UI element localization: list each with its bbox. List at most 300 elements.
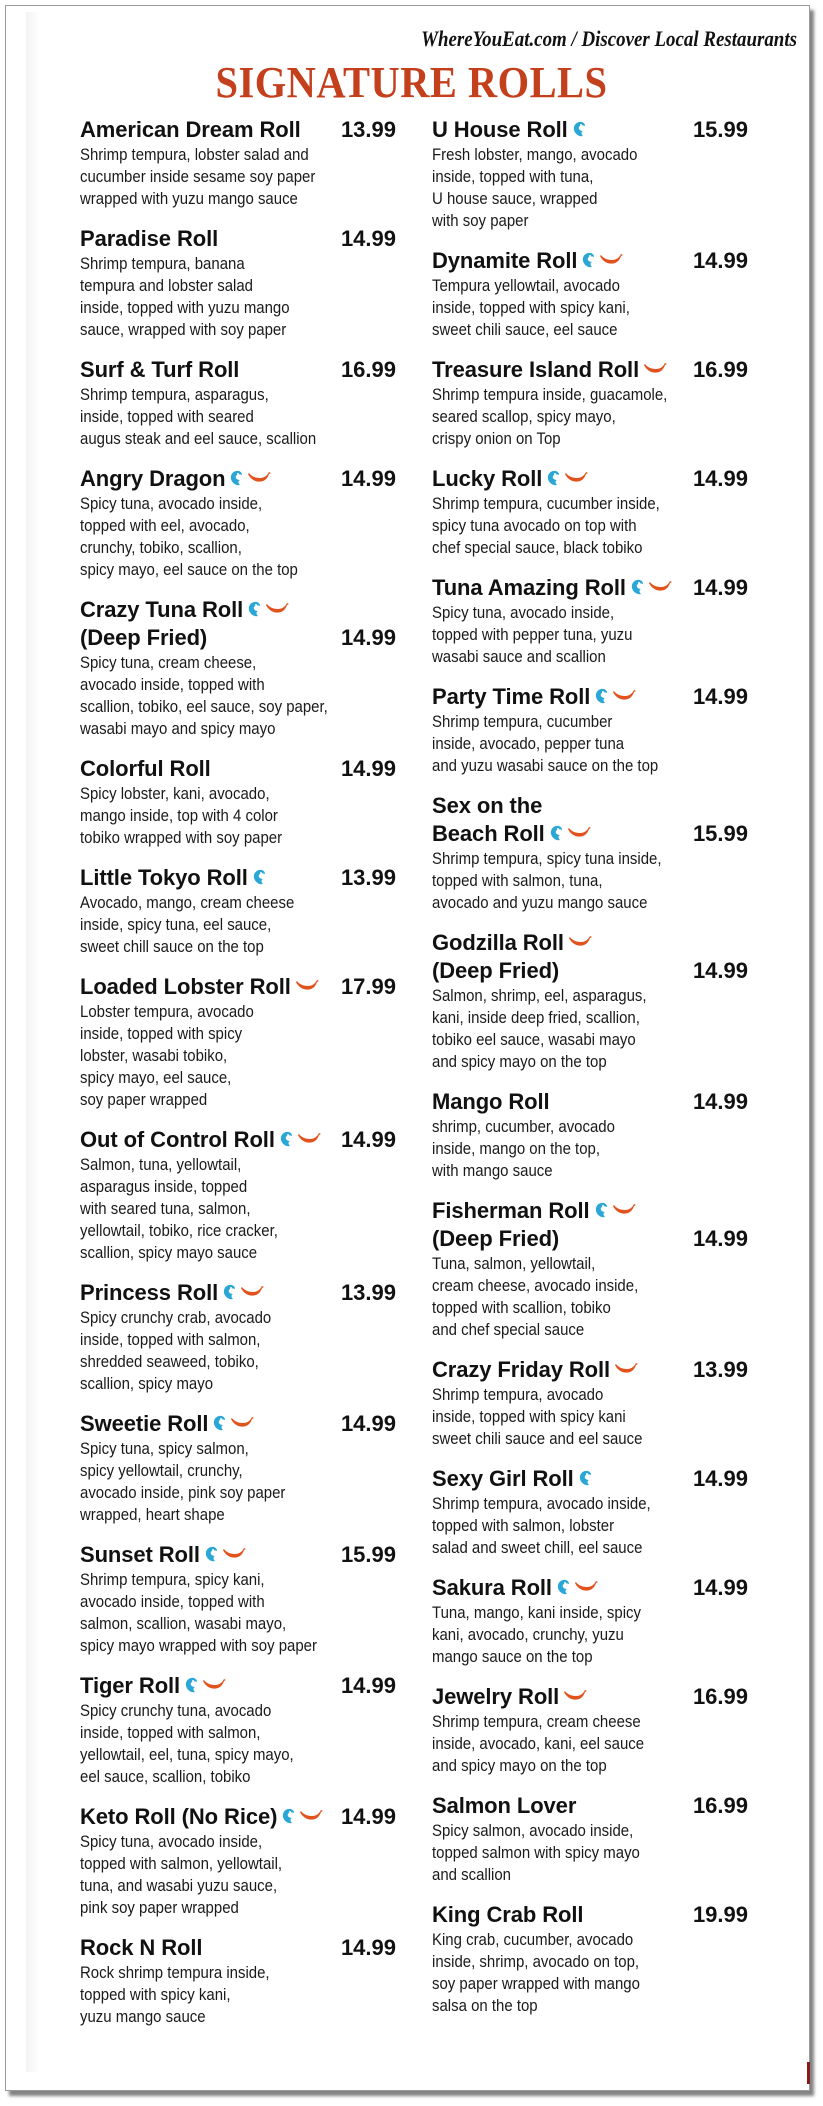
- menu-item-description-line: Shrimp tempura, avocado inside,: [432, 1494, 651, 1513]
- menu-item-description: [80, 652, 358, 740]
- chili-pepper-icon: [612, 1203, 636, 1217]
- menu-item-name-text: Sex on the: [432, 793, 543, 818]
- chili-pepper-icon: [612, 689, 636, 703]
- menu-item-header: [80, 596, 396, 652]
- chili-pepper-icon: [614, 1362, 638, 1376]
- menu-item-header: [80, 465, 396, 493]
- menu-item-description: [432, 384, 710, 450]
- menu-item-description: [80, 1962, 358, 2028]
- menu-item-name-text: Colorful Roll: [80, 756, 211, 781]
- menu-item-description: [432, 1493, 710, 1559]
- menu-item-description-line: seared scallop, spicy mayo,: [432, 407, 616, 426]
- menu-item-description-line: shredded seaweed, tobiko,: [80, 1352, 259, 1371]
- menu-item-header: [432, 1088, 748, 1116]
- menu-item: [432, 929, 748, 1073]
- menu-item-header: [432, 1901, 748, 1929]
- menu-item-description-line: yellowtail, eel, tuna, spicy mayo,: [80, 1745, 294, 1764]
- menu-item-description: [80, 892, 358, 958]
- menu-item-description-line: scallion, spicy mayo sauce: [80, 1243, 258, 1262]
- menu-item-description-line: Spicy tuna, spicy salmon,: [80, 1439, 249, 1458]
- menu-item-description-line: Avocado, mango, cream cheese: [80, 893, 295, 912]
- menu-item-description-line: inside, avocado, pepper tuna: [432, 734, 625, 753]
- shrimp-icon: [594, 1201, 608, 1219]
- menu-item-name-line: [80, 596, 396, 624]
- menu-item-description-line: augus steak and eel sauce, scallion: [80, 429, 317, 448]
- menu-item-description-line: Shrimp tempura, asparagus,: [80, 385, 269, 404]
- menu-item-description-line: and yuzu wasabi sauce on the top: [432, 756, 659, 775]
- shrimp-icon: [204, 1545, 218, 1563]
- menu-item-description: [432, 1711, 710, 1777]
- menu-item-description-line: topped with eel, avocado,: [80, 516, 250, 535]
- menu-item-name-text: Surf & Turf Roll: [80, 357, 240, 382]
- menu-item: [80, 973, 396, 1111]
- menu-item-description-line: Salmon, shrimp, eel, asparagus,: [432, 986, 647, 1005]
- shrimp-icon: [594, 687, 608, 705]
- menu-item-description-line: Shrimp tempura, banana: [80, 254, 245, 273]
- menu-item-name-text: Sakura Roll: [432, 1575, 552, 1600]
- menu-item-description: [432, 144, 710, 232]
- menu-item-description-line: soy paper wrapped with mango: [432, 1974, 640, 1993]
- menu-item: [432, 1465, 748, 1559]
- menu-item-price: 14.99: [340, 1127, 396, 1152]
- menu-item-header: [80, 1410, 396, 1438]
- menu-item-description-line: topped with scallion, tobiko: [432, 1298, 611, 1317]
- menu-item: [432, 1356, 748, 1450]
- shrimp-icon: [630, 578, 644, 596]
- menu-item-name-text: Beach Roll: [432, 821, 545, 846]
- menu-item-description-line: cucumber inside sesame soy paper: [80, 167, 316, 186]
- menu-item-description-line: sauce, wrapped with soy paper: [80, 320, 287, 339]
- menu-item-description-line: and spicy mayo on the top: [432, 1052, 607, 1071]
- menu-item-description-line: Shrimp tempura, cucumber: [432, 712, 613, 731]
- shrimp-icon: [572, 120, 586, 138]
- menu-item-description-line: spicy mayo wrapped with soy paper: [80, 1636, 317, 1655]
- menu-item-name-line: [432, 792, 748, 820]
- menu-item-description-line: lobster, wasabi tobiko,: [80, 1046, 228, 1065]
- menu-item-description-line: spicy mayo, eel sauce,: [80, 1068, 232, 1087]
- menu-item: [80, 225, 396, 341]
- menu-item: [432, 683, 748, 777]
- menu-item-description-line: Shrimp tempura inside, guacamole,: [432, 385, 668, 404]
- shrimp-icon: [247, 600, 261, 618]
- menu-item: [432, 356, 748, 450]
- menu-item-description-line: shrimp, cucumber, avocado: [432, 1117, 615, 1136]
- menu-item-name-text: (Deep Fried): [80, 625, 208, 650]
- menu-item-description: [432, 602, 710, 668]
- menu-item-name-text: (Deep Fried): [432, 958, 560, 983]
- menu-item-description-line: Fresh lobster, mango, avocado: [432, 145, 638, 164]
- shrimp-icon: [578, 1469, 592, 1487]
- menu-item-description-line: Lobster tempura, avocado: [80, 1002, 254, 1021]
- menu-item-description-line: with soy paper: [432, 211, 529, 230]
- menu-item-price: 14.99: [692, 1466, 748, 1491]
- menu-item-description-line: Spicy salmon, avocado inside,: [432, 1821, 634, 1840]
- menu-item: [80, 1126, 396, 1264]
- menu-item-name-text: Sexy Girl Roll: [432, 1466, 574, 1491]
- menu-item-price: 14.99: [692, 684, 748, 709]
- menu-item-name-text: American Dream Roll: [80, 117, 301, 142]
- menu-item: [80, 1279, 396, 1395]
- chili-pepper-icon: [202, 1678, 226, 1692]
- menu-item-description-line: Salmon, tuna, yellowtail,: [80, 1155, 242, 1174]
- menu-item-description-line: salsa on the top: [432, 1996, 538, 2015]
- menu-item-description-line: yellowtail, tobiko, rice cracker,: [80, 1221, 278, 1240]
- menu-item-name-text: Fisherman Roll: [432, 1198, 590, 1223]
- menu-item: [432, 247, 748, 341]
- menu-item-description-line: inside, topped with seared: [80, 407, 254, 426]
- menu-item-header: [80, 864, 396, 892]
- menu-item: [432, 1574, 748, 1668]
- menu-item-price: 13.99: [692, 1357, 748, 1382]
- menu-item-description-line: Tempura yellowtail, avocado: [432, 276, 620, 295]
- menu-item-header: [80, 1126, 396, 1154]
- menu-item-description-line: Spicy tuna, cream cheese,: [80, 653, 257, 672]
- menu-item: [432, 1792, 748, 1886]
- shrimp-icon: [252, 868, 266, 886]
- menu-item-name-text: Godzilla Roll: [432, 930, 564, 955]
- menu-item-description: [80, 144, 358, 210]
- menu-item-name-text: Rock N Roll: [80, 1935, 203, 1960]
- menu-item-price: 14.99: [692, 466, 748, 491]
- menu-item-description-line: Spicy tuna, avocado inside,: [80, 1832, 263, 1851]
- menu-item-name-text: Mango Roll: [432, 1089, 550, 1114]
- menu-item-description-line: soy paper wrapped: [80, 1090, 208, 1109]
- menu-item-description-line: Spicy crunchy crab, avocado: [80, 1308, 272, 1327]
- menu-item-header: [432, 792, 748, 848]
- chili-pepper-icon: [295, 979, 319, 993]
- menu-item-description: [432, 1253, 710, 1341]
- menu-item-name-text: Angry Dragon: [80, 466, 226, 491]
- menu-item-price: 17.99: [340, 974, 396, 999]
- menu-item-name-text: Jewelry Roll: [432, 1684, 560, 1709]
- menu-item-price: 14.99: [692, 1089, 748, 1114]
- menu-item-price: 14.99: [340, 625, 396, 650]
- menu-item-name-line: [432, 1197, 748, 1225]
- menu-item-description-line: tempura and lobster salad: [80, 276, 253, 295]
- chili-pepper-icon: [599, 253, 623, 267]
- page-title: SIGNATURE ROLLS: [215, 58, 608, 107]
- menu-item-price: 14.99: [692, 1226, 748, 1251]
- chili-pepper-icon: [265, 602, 289, 616]
- menu-item-price: 15.99: [692, 821, 748, 846]
- menu-item: [80, 1803, 396, 1919]
- menu-item-header: [432, 1792, 748, 1820]
- menu-item: [432, 465, 748, 559]
- menu-item-description-line: avocado and yuzu mango sauce: [432, 893, 648, 912]
- menu-item-header: [80, 1279, 396, 1307]
- menu-item-description-line: and chef special sauce: [432, 1320, 585, 1339]
- menu-item-description-line: U house sauce, wrapped: [432, 189, 598, 208]
- menu-item-price: 14.99: [692, 575, 748, 600]
- shrimp-icon: [184, 1676, 198, 1694]
- menu-item-description-line: inside, topped with salmon,: [80, 1330, 261, 1349]
- menu-item-description-line: topped with salmon, yellowtail,: [80, 1854, 283, 1873]
- menu-item-description-line: Spicy lobster, kani, avocado,: [80, 784, 270, 803]
- menu-item-description: [80, 253, 358, 341]
- menu-item-description: [80, 1154, 358, 1264]
- menu-item-price: 13.99: [340, 865, 396, 890]
- menu-item-description-line: inside, spicy tuna, eel sauce,: [80, 915, 272, 934]
- chili-pepper-icon: [648, 580, 672, 594]
- menu-item-description-line: inside, topped with spicy kani: [432, 1407, 626, 1426]
- menu-column-right: [432, 116, 748, 2032]
- menu-item-price: 16.99: [692, 357, 748, 382]
- menu-item-description-line: spicy yellowtail, crunchy,: [80, 1461, 243, 1480]
- menu-item-description: [432, 493, 710, 559]
- menu-item-header: [432, 1197, 748, 1253]
- menu-item-description-line: King crab, cucumber, avocado: [432, 1930, 634, 1949]
- menu-item-header: [432, 1683, 748, 1711]
- menu-item-description-line: Shrimp tempura, avocado: [432, 1385, 604, 1404]
- menu-item-name-text: Princess Roll: [80, 1280, 219, 1305]
- menu-item-description-line: kani, inside deep fried, scallion,: [432, 1008, 640, 1027]
- menu-item-price: 14.99: [340, 1673, 396, 1698]
- menu-item-header: [80, 1934, 396, 1962]
- menu-item-description-line: Shrimp tempura, spicy tuna inside,: [432, 849, 662, 868]
- menu-item-description-line: cream cheese, avocado inside,: [432, 1276, 639, 1295]
- menu-item-description: [432, 1602, 710, 1668]
- menu-item-description-line: and spicy mayo on the top: [432, 1756, 607, 1775]
- shrimp-icon: [581, 251, 595, 269]
- menu-item-header: [432, 683, 748, 711]
- menu-item-name-text: (Deep Fried): [432, 1226, 560, 1251]
- menu-item-price: 15.99: [340, 1542, 396, 1567]
- menu-item-description: [432, 1384, 710, 1450]
- menu-item: [432, 1683, 748, 1777]
- menu-item-description-line: Spicy crunchy tuna, avocado: [80, 1701, 272, 1720]
- menu-item: [80, 1410, 396, 1526]
- menu-item-name-text: Treasure Island Roll: [432, 357, 640, 382]
- menu-item-price: 16.99: [692, 1793, 748, 1818]
- menu-item-name-text: Tiger Roll: [80, 1673, 181, 1698]
- menu-item-name-text: Salmon Lover: [432, 1793, 577, 1818]
- menu-item-description-line: eel sauce, scallion, tobiko: [80, 1767, 251, 1786]
- menu-item-description-line: avocado inside, pink soy paper: [80, 1483, 286, 1502]
- menu-column-left: [80, 116, 396, 2043]
- menu-item-header: [432, 574, 748, 602]
- menu-item-description-line: Shrimp tempura, lobster salad and: [80, 145, 309, 164]
- menu-item-description-line: inside, topped with spicy: [80, 1024, 243, 1043]
- menu-item-description-line: Spicy tuna, avocado inside,: [432, 603, 615, 622]
- menu-item-description-line: pink soy paper wrapped: [80, 1898, 239, 1917]
- menu-item-name-text: King Crab Roll: [432, 1902, 584, 1927]
- shrimp-icon: [546, 469, 560, 487]
- chili-pepper-icon: [563, 1689, 587, 1703]
- menu-item-name-text: Crazy Friday Roll: [432, 1357, 611, 1382]
- menu-item-description-line: mango inside, top with 4 color: [80, 806, 278, 825]
- menu-item: [432, 1197, 748, 1341]
- menu-item-name-text: Paradise Roll: [80, 226, 219, 251]
- menu-item-header: [432, 465, 748, 493]
- menu-item-description-line: Spicy tuna, avocado inside,: [80, 494, 263, 513]
- shrimp-icon: [229, 469, 243, 487]
- menu-item-description: [80, 384, 358, 450]
- menu-item: [432, 1901, 748, 2017]
- menu-item-description-line: inside, topped with spicy kani,: [432, 298, 630, 317]
- menu-item-price: 14.99: [340, 226, 396, 251]
- menu-item-description-line: salad and sweet chill, eel sauce: [432, 1538, 643, 1557]
- menu-item-description-line: wasabi sauce and scallion: [432, 647, 606, 666]
- menu-item-header: [432, 929, 748, 985]
- menu-item-name-text: Lucky Roll: [432, 466, 543, 491]
- menu-item-description: [432, 1929, 710, 2017]
- menu-item-description: [80, 1569, 358, 1657]
- menu-item-description-line: inside, topped with tuna,: [432, 167, 594, 186]
- menu-item-header: [432, 116, 748, 144]
- menu-item-description: [432, 711, 710, 777]
- menu-item-price: 14.99: [340, 1411, 396, 1436]
- page-corner-mark: [807, 2062, 810, 2084]
- menu-item-description-line: Shrimp tempura, spicy kani,: [80, 1570, 265, 1589]
- chili-pepper-icon: [643, 362, 667, 376]
- chili-pepper-icon: [574, 1580, 598, 1594]
- shrimp-icon: [212, 1414, 226, 1432]
- menu-item-description-line: with seared tuna, salmon,: [80, 1199, 251, 1218]
- menu-item-header: [80, 356, 396, 384]
- menu-item-description-line: chef special sauce, black tobiko: [432, 538, 643, 557]
- menu-item-header: [80, 116, 396, 144]
- chili-pepper-icon: [297, 1132, 321, 1146]
- menu-item: [432, 792, 748, 914]
- menu-item-description-line: salmon, scallion, wasabi mayo,: [80, 1614, 287, 1633]
- menu-item-description-line: wrapped, heart shape: [80, 1505, 225, 1524]
- menu-item-header: [432, 356, 748, 384]
- menu-item-name-text: Party Time Roll: [432, 684, 591, 709]
- menu-item: [80, 356, 396, 450]
- menu-item-price: 14.99: [340, 1935, 396, 1960]
- menu-item-description-line: with mango sauce: [432, 1161, 553, 1180]
- menu-item: [80, 116, 396, 210]
- menu-item-description-line: kani, avocado, crunchy, yuzu: [432, 1625, 624, 1644]
- menu-item-header: [80, 973, 396, 1001]
- menu-item-description-line: spicy tuna avocado on top with: [432, 516, 637, 535]
- menu-item: [432, 574, 748, 668]
- menu-item-description-line: yuzu mango sauce: [80, 2007, 206, 2026]
- chili-pepper-icon: [240, 1285, 264, 1299]
- menu-item-description-line: avocado inside, topped with: [80, 675, 265, 694]
- menu-item-name-line: [432, 929, 748, 957]
- menu-item-description-line: topped with spicy kani,: [80, 1985, 231, 2004]
- menu-item-description: [432, 275, 710, 341]
- menu-item-price: 14.99: [340, 756, 396, 781]
- menu-item: [80, 1541, 396, 1657]
- shrimp-icon: [222, 1283, 236, 1301]
- menu-item: [80, 1672, 396, 1788]
- menu-item-header: [432, 1356, 748, 1384]
- menu-item-description: [80, 493, 358, 581]
- menu-item-description-line: and scallion: [432, 1865, 512, 1884]
- menu-item: [80, 465, 396, 581]
- menu-item-description-line: tobiko wrapped with soy paper: [80, 828, 283, 847]
- menu-item-header: [432, 1574, 748, 1602]
- page-shading: [26, 12, 40, 2072]
- menu-item-description-line: Tuna, salmon, yellowtail,: [432, 1254, 596, 1273]
- menu-item-description: [432, 1116, 710, 1182]
- menu-item-name-text: Tuna Amazing Roll: [432, 575, 626, 600]
- chili-pepper-icon: [230, 1416, 254, 1430]
- menu-item-price: 15.99: [692, 117, 748, 142]
- menu-item-description-line: topped with salmon, tuna,: [432, 871, 603, 890]
- menu-item-description: [80, 783, 358, 849]
- menu-item-name-text: Keto Roll (No Rice): [80, 1804, 278, 1829]
- menu-item-description-line: topped salmon with spicy mayo: [432, 1843, 640, 1862]
- menu-item-description-line: Tuna, mango, kani inside, spicy: [432, 1603, 641, 1622]
- menu-item-description-line: inside, mango on the top,: [432, 1139, 601, 1158]
- menu-item-description: [80, 1307, 358, 1395]
- menu-item-description-line: sweet chill sauce on the top: [80, 937, 264, 956]
- shrimp-icon: [556, 1578, 570, 1596]
- menu-item-header: [432, 247, 748, 275]
- menu-item-description-line: wrapped with yuzu mango sauce: [80, 189, 298, 208]
- menu-item-price: 16.99: [692, 1684, 748, 1709]
- menu-item-price: 13.99: [340, 117, 396, 142]
- chili-pepper-icon: [568, 935, 592, 949]
- menu-item-description: [80, 1700, 358, 1788]
- menu-item-description-line: inside, shrimp, avocado on top,: [432, 1952, 640, 1971]
- menu-item-header: [432, 1465, 748, 1493]
- menu-item: [80, 1934, 396, 2028]
- menu-item-description-line: sweet chili sauce, eel sauce: [432, 320, 618, 339]
- menu-item-description-line: crispy onion on Top: [432, 429, 561, 448]
- menu-item-name-text: Crazy Tuna Roll: [80, 597, 244, 622]
- menu-item-description-line: tuna, and wasabi yuzu sauce,: [80, 1876, 278, 1895]
- menu-item: [80, 596, 396, 740]
- site-header: WhereYouEat.com / Discover Local Restaurants: [421, 26, 797, 51]
- menu-item-header: [80, 225, 396, 253]
- menu-item-header: [80, 755, 396, 783]
- menu-item-description-line: topped with salmon, lobster: [432, 1516, 615, 1535]
- menu-item-price: 14.99: [692, 1575, 748, 1600]
- menu-item-name-text: Out of Control Roll: [80, 1127, 275, 1152]
- menu-item-description-line: spicy mayo, eel sauce on the top: [80, 560, 298, 579]
- menu-item-description: [80, 1438, 358, 1526]
- menu-item-description: [80, 1001, 358, 1111]
- chili-pepper-icon: [564, 471, 588, 485]
- menu-item-description-line: tobiko eel sauce, wasabi mayo: [432, 1030, 636, 1049]
- menu-item-name-text: Sunset Roll: [80, 1542, 200, 1567]
- menu-item-price: 14.99: [340, 1804, 396, 1829]
- menu-item-description-line: scallion, spicy mayo: [80, 1374, 214, 1393]
- menu-item-price: 13.99: [340, 1280, 396, 1305]
- menu-item-price: 19.99: [692, 1902, 748, 1927]
- menu-item-description: [432, 1820, 710, 1886]
- menu-item: [432, 116, 748, 232]
- menu-item-name-text: U House Roll: [432, 117, 568, 142]
- menu-item-price: 14.99: [340, 466, 396, 491]
- menu-item-description: [432, 848, 710, 914]
- menu-item-header: [80, 1672, 396, 1700]
- menu-item-description-line: wasabi mayo and spicy mayo: [80, 719, 276, 738]
- menu-item-price: 14.99: [692, 958, 748, 983]
- shrimp-icon: [281, 1807, 295, 1825]
- menu-item-description-line: sweet chili sauce and eel sauce: [432, 1429, 643, 1448]
- menu-item-price: 16.99: [340, 357, 396, 382]
- menu-item-description-line: topped with pepper tuna, yuzu: [432, 625, 633, 644]
- menu-item-description-line: mango sauce on the top: [432, 1647, 593, 1666]
- menu-item-description-line: crunchy, tobiko, scallion,: [80, 538, 242, 557]
- menu-item-header: [80, 1803, 396, 1831]
- menu-item: [80, 864, 396, 958]
- menu-item-description-line: Rock shrimp tempura inside,: [80, 1963, 270, 1982]
- menu-item-description-line: asparagus inside, topped: [80, 1177, 248, 1196]
- menu-item-description-line: inside, topped with salmon,: [80, 1723, 261, 1742]
- chili-pepper-icon: [299, 1809, 323, 1823]
- menu-item-description-line: scallion, tobiko, eel sauce, soy paper,: [80, 697, 328, 716]
- chili-pepper-icon: [222, 1547, 246, 1561]
- menu-item-header: [80, 1541, 396, 1569]
- menu-item-description: [80, 1831, 358, 1919]
- menu-item-name-text: Loaded Lobster Roll: [80, 974, 291, 999]
